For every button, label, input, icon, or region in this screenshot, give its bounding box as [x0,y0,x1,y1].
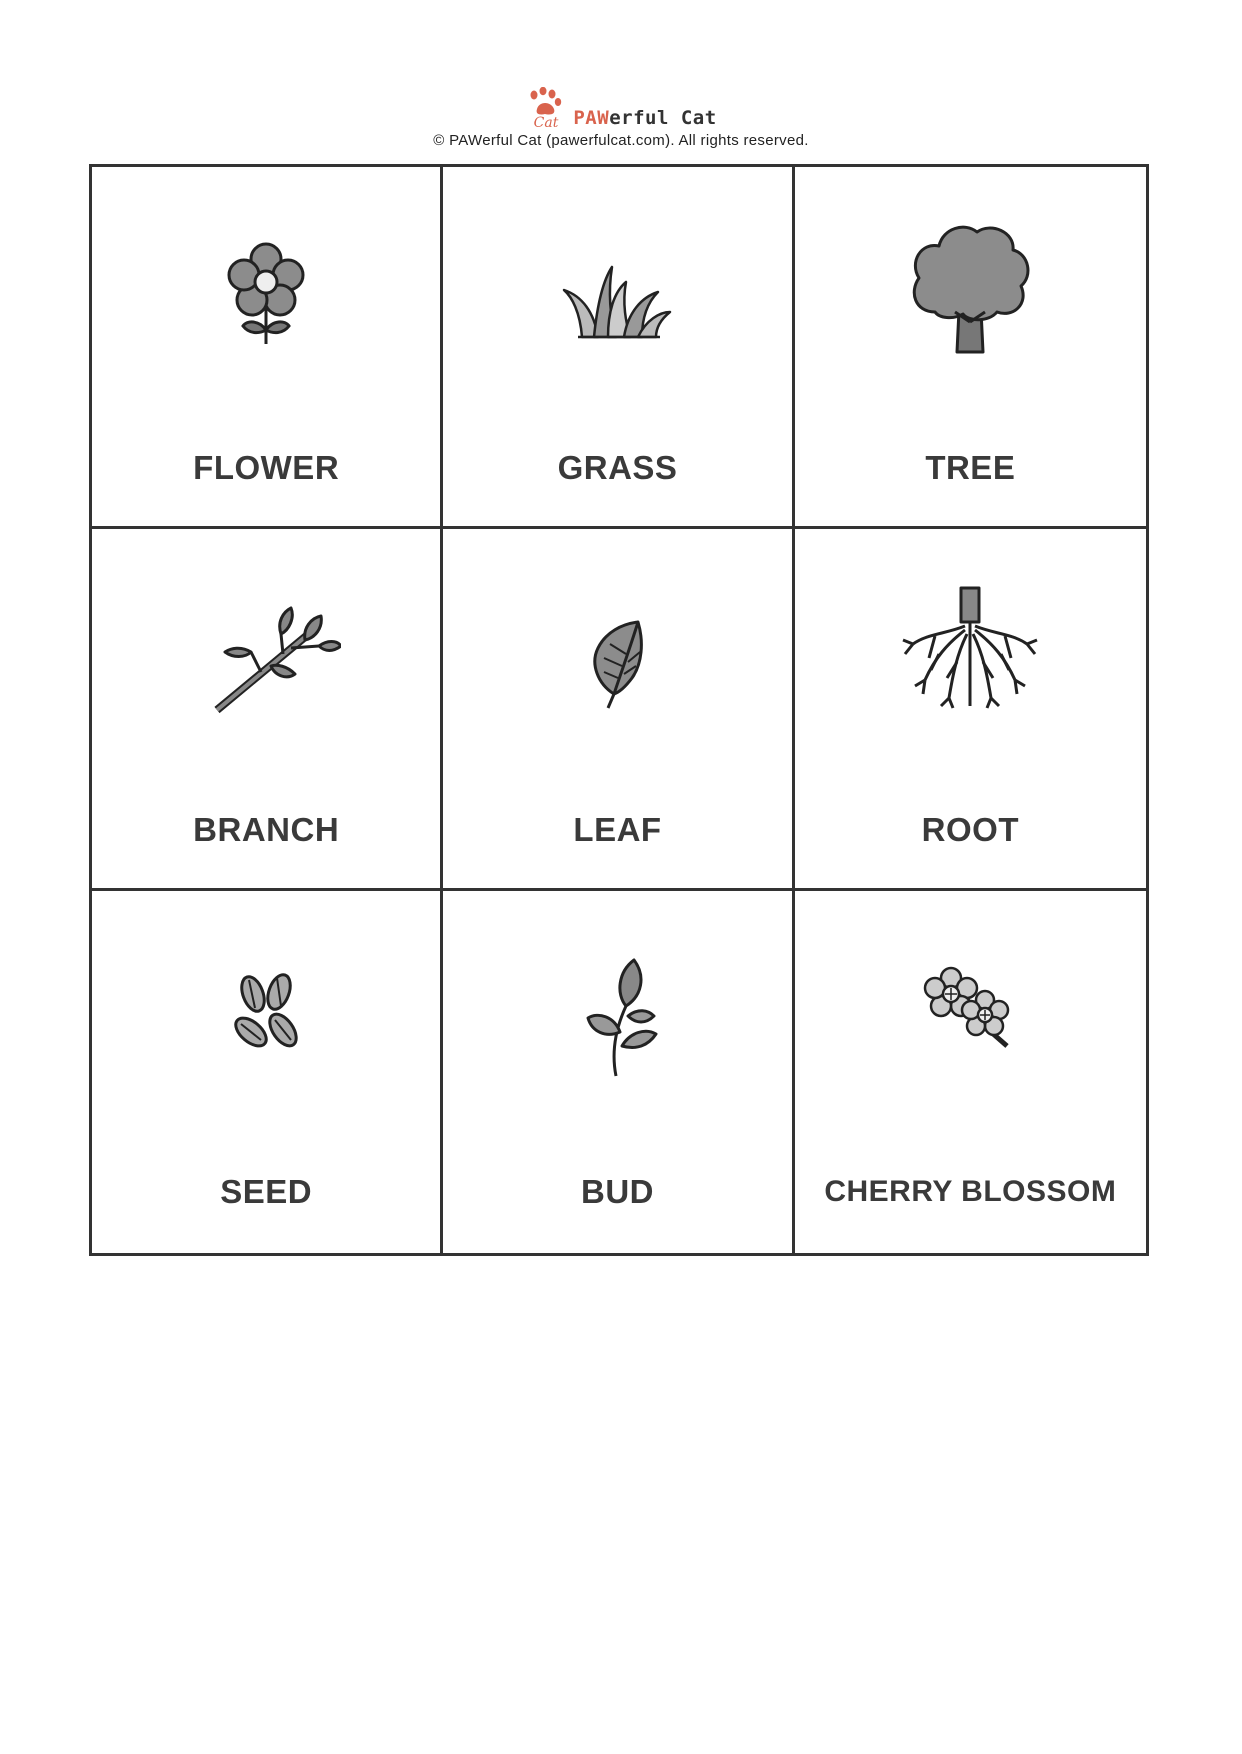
card-tree [795,167,1146,529]
tree-icon [895,212,1045,362]
flashcard-grid [89,164,1149,1256]
card-branch [92,529,443,891]
card-label: LEAF [573,811,662,848]
copyright-notice: © PAWerful Cat (pawerfulcat.com). All rights reserved. [433,132,809,149]
card-root [795,529,1146,891]
branch-icon [191,574,341,724]
page-header [0,86,1242,149]
brand-prefix: PAW [573,107,610,129]
paw-logo-icon [525,87,567,131]
card-leaf [443,529,794,891]
card-label: ROOT [921,811,1019,848]
seed-icon [191,936,341,1086]
card-flower [92,167,443,529]
card-grass [443,167,794,529]
bud-icon [542,936,692,1086]
card-bud [443,891,794,1253]
leaf-icon [542,574,692,724]
card-label: FLOWER [193,449,340,486]
card-cherry-blossom [795,891,1146,1253]
card-label: TREE [925,449,1016,486]
card-label: CHERRY BLOSSOM [824,1175,1117,1208]
brand-suffix: erful Cat [609,107,717,129]
flower-icon [191,212,341,362]
card-seed [92,891,443,1253]
card-label: GRASS [557,449,678,486]
root-icon [895,574,1045,724]
logo-text: Cat [534,115,559,131]
cherry-blossom-icon [895,936,1045,1086]
card-label: BRANCH [193,811,340,848]
card-label: SEED [220,1173,313,1210]
grass-icon [542,212,692,362]
card-label: BUD [580,1173,654,1210]
logo [0,86,1242,132]
brand-name [573,107,716,129]
